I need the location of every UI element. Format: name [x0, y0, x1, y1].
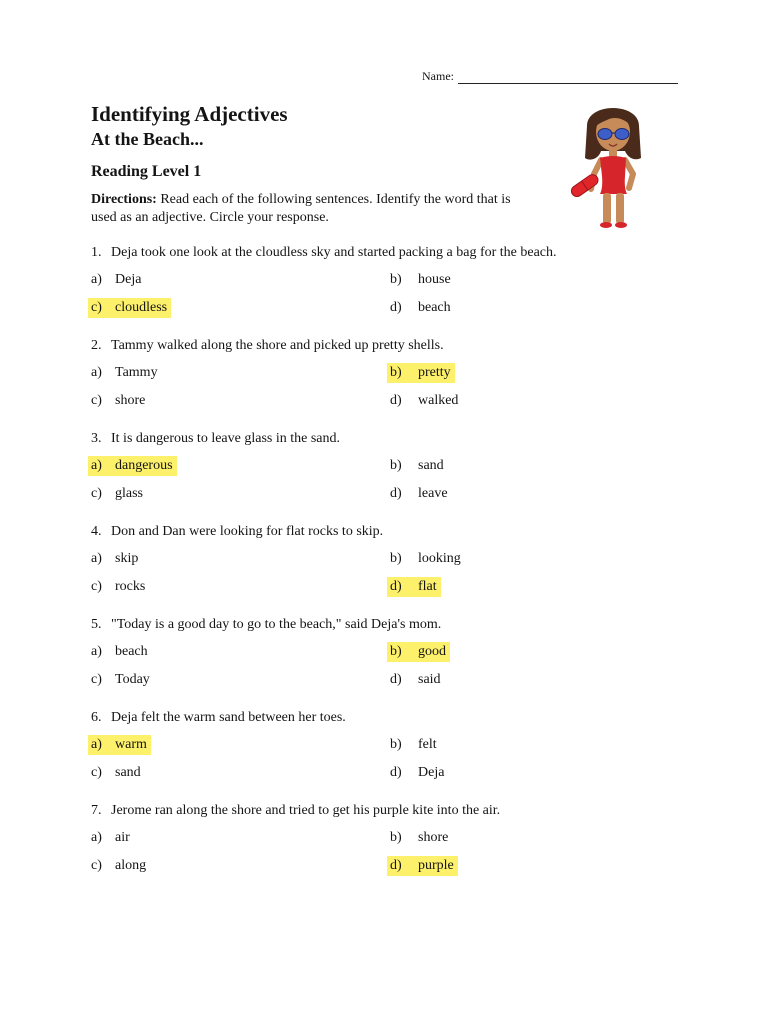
option-letter: d)	[390, 672, 402, 687]
question-text: It is dangerous to leave glass in the sand.	[111, 431, 341, 446]
option-letter: d)	[390, 765, 402, 780]
legs	[603, 193, 624, 224]
option-letter: c)	[91, 579, 102, 594]
option-word: cloudless	[115, 300, 168, 315]
question-list	[91, 243, 691, 894]
question-number: 6.	[91, 710, 102, 725]
answer-option-b[interactable]	[387, 270, 455, 290]
option-word: sand	[115, 765, 141, 780]
option-letter: c)	[91, 486, 102, 501]
question-number: 7.	[91, 803, 102, 818]
question-7	[91, 801, 691, 880]
answer-option-a[interactable]	[88, 363, 162, 383]
answer-option-b[interactable]	[387, 456, 448, 476]
answer-option-c[interactable]	[88, 577, 149, 597]
option-letter: c)	[91, 393, 102, 408]
answer-options	[91, 266, 691, 322]
question-text: Tammy walked along the shore and picked up pretty shells.	[111, 338, 444, 353]
option-word: pretty	[418, 365, 451, 380]
answer-options	[91, 638, 691, 694]
option-word: dangerous	[115, 458, 173, 473]
question-number: 2.	[91, 338, 102, 353]
answer-option-a[interactable]	[88, 828, 134, 848]
option-letter: b)	[390, 551, 402, 566]
question-1	[91, 243, 691, 322]
option-letter: b)	[390, 272, 402, 287]
option-word: purple	[418, 858, 454, 873]
option-letter: a)	[91, 737, 102, 752]
option-word: felt	[418, 737, 437, 752]
lifeguard-girl-illustration	[567, 96, 657, 231]
answer-option-d[interactable]	[387, 484, 452, 504]
option-letter: b)	[390, 458, 402, 473]
answer-option-d[interactable]	[387, 577, 441, 597]
option-word: warm	[115, 737, 147, 752]
worksheet-subtitle: At the Beach...	[91, 129, 204, 149]
answer-option-c[interactable]	[88, 484, 147, 504]
answer-option-a[interactable]	[88, 735, 151, 755]
answer-option-d[interactable]	[387, 391, 462, 411]
option-word: Deja	[418, 765, 445, 780]
option-word: looking	[418, 551, 461, 566]
answer-option-c[interactable]	[88, 298, 171, 318]
question-number: 4.	[91, 524, 102, 539]
option-word: said	[418, 672, 441, 687]
option-word: along	[115, 858, 147, 873]
option-word: house	[418, 272, 451, 287]
question-prompt	[91, 615, 691, 635]
question-6	[91, 708, 691, 787]
option-letter: d)	[390, 858, 402, 873]
answer-options	[91, 824, 691, 880]
option-word: Deja	[115, 272, 142, 287]
answer-option-c[interactable]	[88, 763, 145, 783]
option-letter: a)	[91, 458, 102, 473]
option-word: beach	[115, 644, 148, 659]
question-number: 5.	[91, 617, 102, 632]
option-word: good	[418, 644, 446, 659]
option-letter: a)	[91, 365, 102, 380]
option-letter: a)	[91, 272, 102, 287]
option-word: Tammy	[115, 365, 158, 380]
option-word: glass	[115, 486, 143, 501]
option-letter: a)	[91, 644, 102, 659]
option-letter: c)	[91, 672, 102, 687]
answer-option-a[interactable]	[88, 270, 145, 290]
answer-options	[91, 359, 691, 415]
answer-options	[91, 452, 691, 508]
option-word: beach	[418, 300, 451, 315]
option-word: shore	[115, 393, 146, 408]
option-word: shore	[418, 830, 449, 845]
answer-option-a[interactable]	[88, 456, 177, 476]
question-prompt	[91, 708, 691, 728]
question-prompt	[91, 522, 691, 542]
option-word: sand	[418, 458, 444, 473]
question-number: 1.	[91, 245, 102, 260]
answer-option-a[interactable]	[88, 549, 142, 569]
directions-text: Read each of the following sentences. Identify the word that is used as an adjective. Circle your response.	[91, 192, 511, 225]
option-letter: a)	[91, 830, 102, 845]
answer-option-d[interactable]	[387, 670, 445, 690]
option-letter: c)	[91, 858, 102, 873]
question-prompt	[91, 243, 691, 263]
question-3	[91, 429, 691, 508]
answer-option-d[interactable]	[387, 298, 455, 318]
option-letter: a)	[91, 551, 102, 566]
name-input-line[interactable]	[458, 69, 678, 84]
option-word: skip	[115, 551, 139, 566]
option-letter: c)	[91, 300, 102, 315]
option-letter: d)	[390, 300, 402, 315]
option-word: flat	[418, 579, 437, 594]
question-text: Deja felt the warm sand between her toes.	[111, 710, 346, 725]
answer-option-d[interactable]	[387, 763, 448, 783]
question-4	[91, 522, 691, 601]
name-label: Name:	[422, 69, 454, 83]
question-5	[91, 615, 691, 694]
option-word: Today	[115, 672, 150, 687]
option-word: leave	[418, 486, 448, 501]
answer-option-c[interactable]	[88, 391, 149, 411]
answer-option-c[interactable]	[88, 670, 154, 690]
option-letter: c)	[91, 765, 102, 780]
option-letter: b)	[390, 644, 402, 659]
option-letter: b)	[390, 365, 402, 380]
answer-option-b[interactable]	[387, 363, 455, 383]
question-text: Don and Dan were looking for flat rocks to skip.	[111, 524, 384, 539]
answer-option-b[interactable]	[387, 549, 465, 569]
question-text: Deja took one look at the cloudless sky and started packing a bag for the beach.	[111, 245, 557, 260]
answer-option-d[interactable]	[387, 856, 458, 876]
answer-option-c[interactable]	[88, 856, 150, 876]
swimsuit	[600, 156, 627, 194]
question-prompt	[91, 801, 691, 821]
option-word: air	[115, 830, 130, 845]
option-letter: d)	[390, 393, 402, 408]
answer-option-b[interactable]	[387, 642, 450, 662]
option-letter: d)	[390, 579, 402, 594]
rescue-tube-icon	[569, 172, 600, 198]
sandals	[600, 222, 627, 228]
option-letter: d)	[390, 486, 402, 501]
option-word: walked	[418, 393, 459, 408]
directions	[91, 191, 536, 227]
question-text: Jerome ran along the shore and tried to get his purple kite into the air.	[111, 803, 501, 818]
answer-options	[91, 545, 691, 601]
question-2	[91, 336, 691, 415]
name-field[interactable]	[422, 68, 678, 84]
answer-option-b[interactable]	[387, 735, 441, 755]
question-prompt	[91, 336, 691, 356]
question-number: 3.	[91, 431, 102, 446]
question-text: "Today is a good day to go to the beach," said Deja's mom.	[111, 617, 442, 632]
option-letter: b)	[390, 830, 402, 845]
worksheet-title: Identifying Adjectives	[91, 102, 288, 126]
question-prompt	[91, 429, 691, 449]
option-letter: b)	[390, 737, 402, 752]
answer-options	[91, 731, 691, 787]
answer-option-b[interactable]	[387, 828, 452, 848]
answer-option-a[interactable]	[88, 642, 152, 662]
directions-label: Directions:	[91, 192, 157, 207]
reading-level: Reading Level 1	[91, 163, 202, 180]
option-word: rocks	[115, 579, 146, 594]
